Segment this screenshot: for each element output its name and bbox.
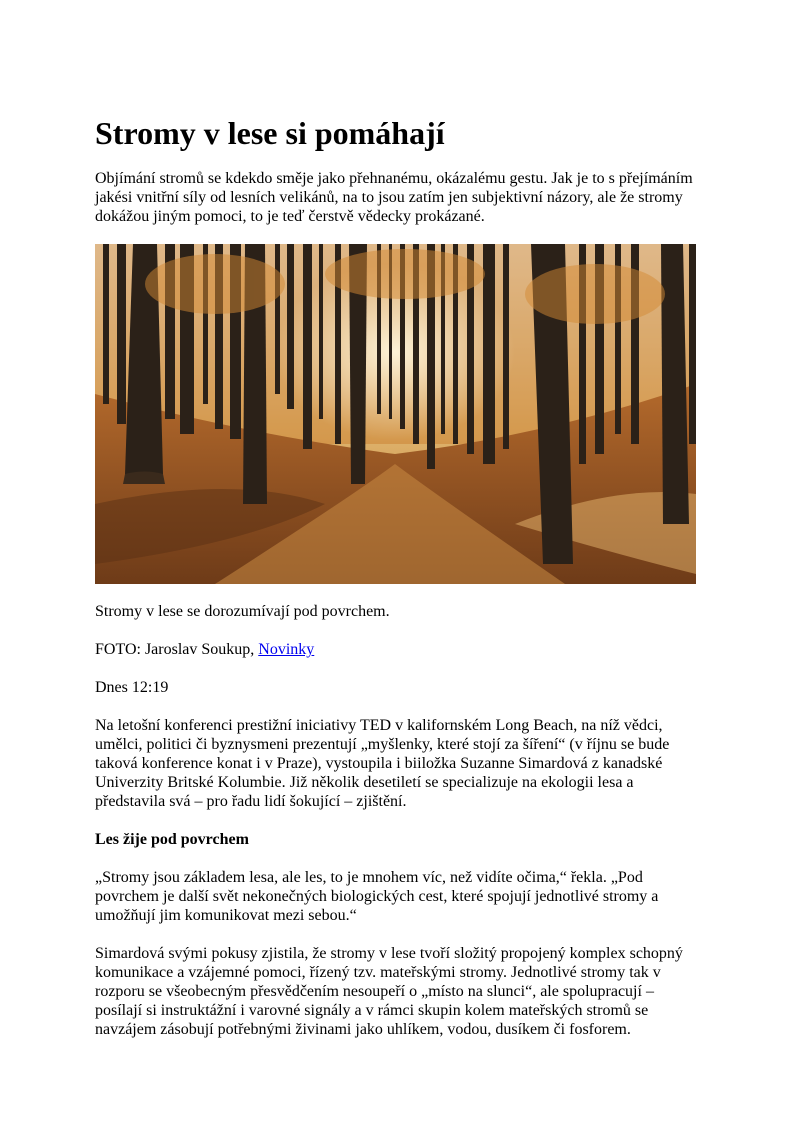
paragraph-2: „Stromy jsou základem lesa, ale les, to je mnohem víc, než vidíte očima,“ řekla. „Pod povrchem je další svět nekonečných biologických cest, které spojují jednotlivé stromy a umožňují jim komunikovat mezi sebou.“ bbox=[95, 869, 659, 924]
photo-credit bbox=[95, 640, 705, 659]
novinky-link[interactable]: Novinky bbox=[258, 641, 315, 658]
article bbox=[95, 114, 705, 1039]
subheading: Les žije pod povrchem bbox=[95, 831, 249, 848]
article-lead: Objímání stromů se kdekdo směje jako přehnanému, okázalému gestu. Jak je to s přejímáním jakési vnitřní síly od lesních velikánů, na to jsou zatím jen subjektivní názory, ale že stromy dokážou jiným pomoci, to je teď čerstvě vědecky prokázané. bbox=[95, 170, 693, 225]
paragraph-1: Na letošní konferenci prestižní iniciativy TED v kalifornském Long Beach, na níž vědci, umělci, politici či byznysmeni prezentují „myšlenky, které stojí za šíření“ (v říjnu se bude taková konference konat i v Praze), vystoupila i biiložka Suzanne Simardová z kanadské Univerzity Britské Kolumbie. Již několik desetiletí se specializuje na ekologii lesa a představila svá – pro řadu lidí šokující – zjištění. bbox=[95, 717, 670, 810]
photo-caption: Stromy v lese se dorozumívají pod povrchem. bbox=[95, 603, 390, 620]
paragraph-3: Simardová svými pokusy zjistila, že stromy v lese tvoří složitý propojený komplex schopný komunikace a vzájemné pomoci, řízený tzv. mateřskými stromy. Jednotlivé stromy tak v rozporu se všeobecným přesvědčením nesoupeří o „místo na slunci“, ale spolupracují – posílají si instruktážní i varovné signály a v rámci skupin kolem mateřských stromů se navzájem zásobují potřebnými živinami jako uhlíkem, vodou, dusíkem či fosforem. bbox=[95, 945, 683, 1038]
forest-photo bbox=[95, 244, 696, 584]
photo-credit-prefix: FOTO: Jaroslav Soukup, bbox=[95, 641, 259, 658]
publish-date: Dnes 12:19 bbox=[95, 679, 169, 696]
article-title: Stromy v lese si pomáhají bbox=[95, 115, 445, 151]
